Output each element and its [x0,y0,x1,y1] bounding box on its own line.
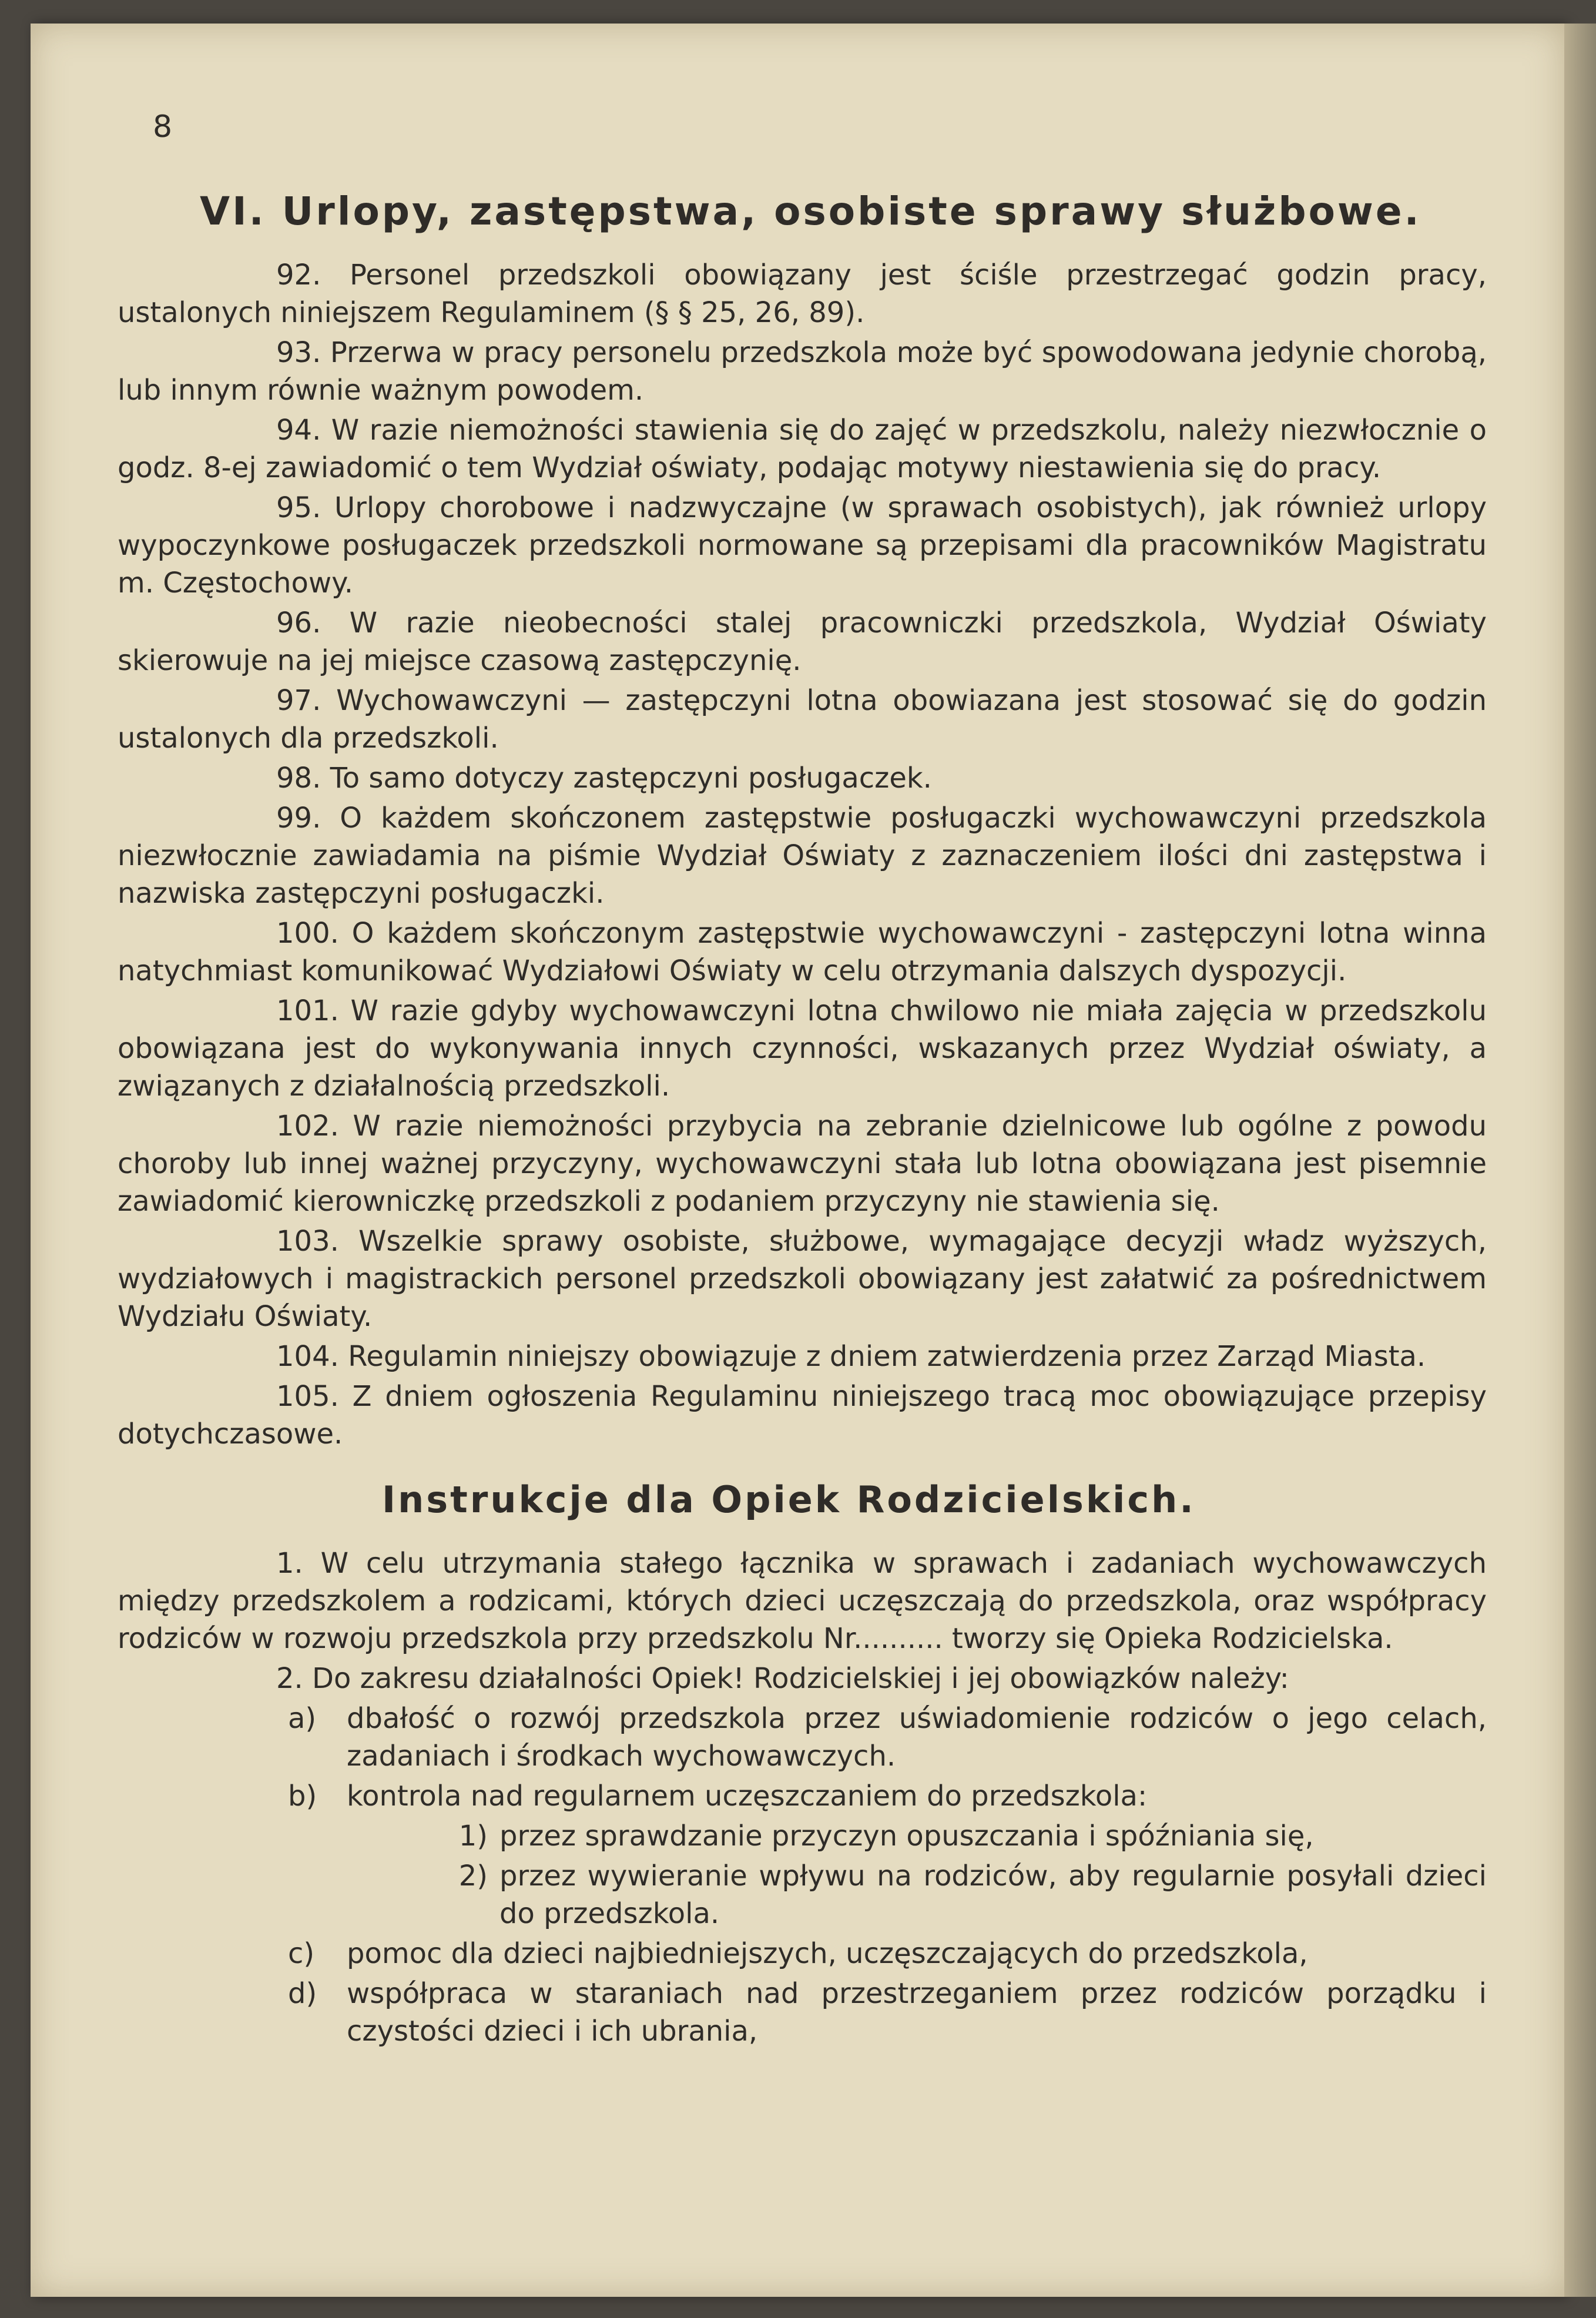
sub-list-item-label: 1) [458,1820,488,1853]
paragraph: 96. W razie nieobecności stalej pracowniczki przedszkola, Wydział Oświaty skierowuje na jej miejsce czasową zastępczynię. [118,607,1487,677]
list-item-text: dbałość o rozwój przedszkola przez uświadomienie rodziców o jego celach, zadaniach i środkach wychowawczych. [347,1702,1487,1773]
paragraph: 98. To samo dotyczy zastępczyni posługaczek. [276,762,932,795]
page-edge-shadow [1564,24,1596,2297]
page-content [118,106,1487,2052]
paragraph: 95. Urlopy chorobowe i nadzwyczajne (w sprawach osobistych), jak również urlopy wypoczynkowe posługaczek przedszkoli normowane są przepisami dla pracowników Magistratu m. Częstochowy. [118,491,1487,599]
instruction-paragraph: 2. Do zakresu działalności Opiek! Rodzicielskiej i jej obowiązków należy: [276,1662,1289,1695]
paragraph: 102. W razie niemożności przybycia na zebranie dzielnicowe lub ogólne z powodu choroby lub innej ważnej przyczyny, wychowawczyni stała lub lotna obowiązana jest pisemnie zawiadomić kierowniczkę przedszkoli z podaniem przyczyny nie stawienia się. [118,1110,1487,1218]
paragraph: 92. Personel przedszkoli obowiązany jest ściśle przestrzegać godzin pracy, ustalonych niniejszem Regulaminem (§ § 25, 26, 89). [118,259,1487,329]
sub-list-item-text: przez wywieranie wpływu na rodziców, aby regularnie posyłali dzieci do przedszkola. [499,1860,1487,1930]
section-heading-instructions: Instrukcje dla Opiek Rodzicielskich. [382,1478,1196,1521]
paragraph-list [118,256,1487,1453]
paragraph: 100. O każdem skończonym zastępstwie wychowawczyni - zastępczyni lotna winna natychmiast komunikować Wydziałowi Oświaty w celu otrzymania dalszych dyspozycji. [118,917,1487,987]
list-item [118,1975,1487,2050]
instruction-paragraph: 1. W celu utrzymania stałego łącznika w sprawach i zadaniach wychowawczych między przedszkolem a rodzicami, których dzieci uczęszczają do przedszkola, oraz współpracy rodziców w rozwoju przedszkola przy przedszkolu Nr.......... tworzy się Opieka Rodzicielska. [118,1547,1487,1655]
list-item-label: d) [288,1977,317,2010]
paragraph: 93. Przerwa w pracy personelu przedszkola może być spowodowana jedynie chorobą, lub innym równie ważnym powodem. [118,336,1487,407]
sub-list-item-label: 2) [458,1860,488,1892]
list-item-label: a) [288,1702,317,1735]
page-number: 8 [153,109,173,145]
paragraph: 103. Wszelkie sprawy osobiste, służbowe, wymagające decyzji władz wyższych, wydziałowych i magistrackich personel przedszkoli obowiązany jest załatwić za pośrednictwem Wydziału Oświaty. [118,1225,1487,1333]
section-heading: VI. Urlopy, zastępstwa, osobiste sprawy służbowe. [200,189,1421,234]
list-item-text: pomoc dla dzieci najbiedniejszych, uczęszczających do przedszkola, [347,1937,1308,1970]
list-item [118,1700,1487,1775]
sub-list-item-text: przez sprawdzanie przyczyn opuszczania i spóźniania się, [499,1820,1314,1853]
list-item [118,1777,1487,1815]
sub-list-item [118,1857,1487,1932]
paragraph: 97. Wychowawczyni — zastępczyni lotna obowiazana jest stosować się do godzin ustalonych dla przedszkoli. [118,684,1487,755]
paragraph: 104. Regulamin niniejszy obowiązuje z dniem zatwierdzenia przez Zarząd Miasta. [276,1340,1426,1373]
list-item-label: b) [288,1780,317,1813]
paragraph: 101. W razie gdyby wychowawczyni lotna chwilowo nie miała zajęcia w przedszkolu obowiązana jest do wykonywania innych czynności, wskazanych przez Wydział oświaty, a związanych z działalnością przedszkoli. [118,994,1487,1103]
paragraph: 105. Z dniem ogłoszenia Regulaminu niniejszego tracą moc obowiązujące przepisy dotychczasowe. [118,1380,1487,1451]
list-item [118,1935,1487,1972]
list-item-label: c) [288,1937,315,1970]
paragraph: 99. O każdem skończonem zastępstwie posługaczki wychowawczyni przedszkola niezwłocznie zawiadamia na piśmie Wydział Oświaty z zaznaczeniem ilości dni zastępstwa i nazwiska zastępczyni posługaczki. [118,802,1487,910]
list-item-text: współpraca w staraniach nad przestrzeganiem przez rodziców porządku i czystości dzieci i ich ubrania, [347,1977,1487,2048]
paragraph: 94. W razie niemożności stawienia się do zajęć w przedszkolu, należy niezwłocznie o godz. 8-ej zawiadomić o tem Wydział oświaty, podając motywy niestawienia się do pracy. [118,414,1487,484]
sub-list-item [118,1817,1487,1855]
list-item-text: kontrola nad regularnem uczęszczaniem do przedszkola: [347,1780,1148,1813]
